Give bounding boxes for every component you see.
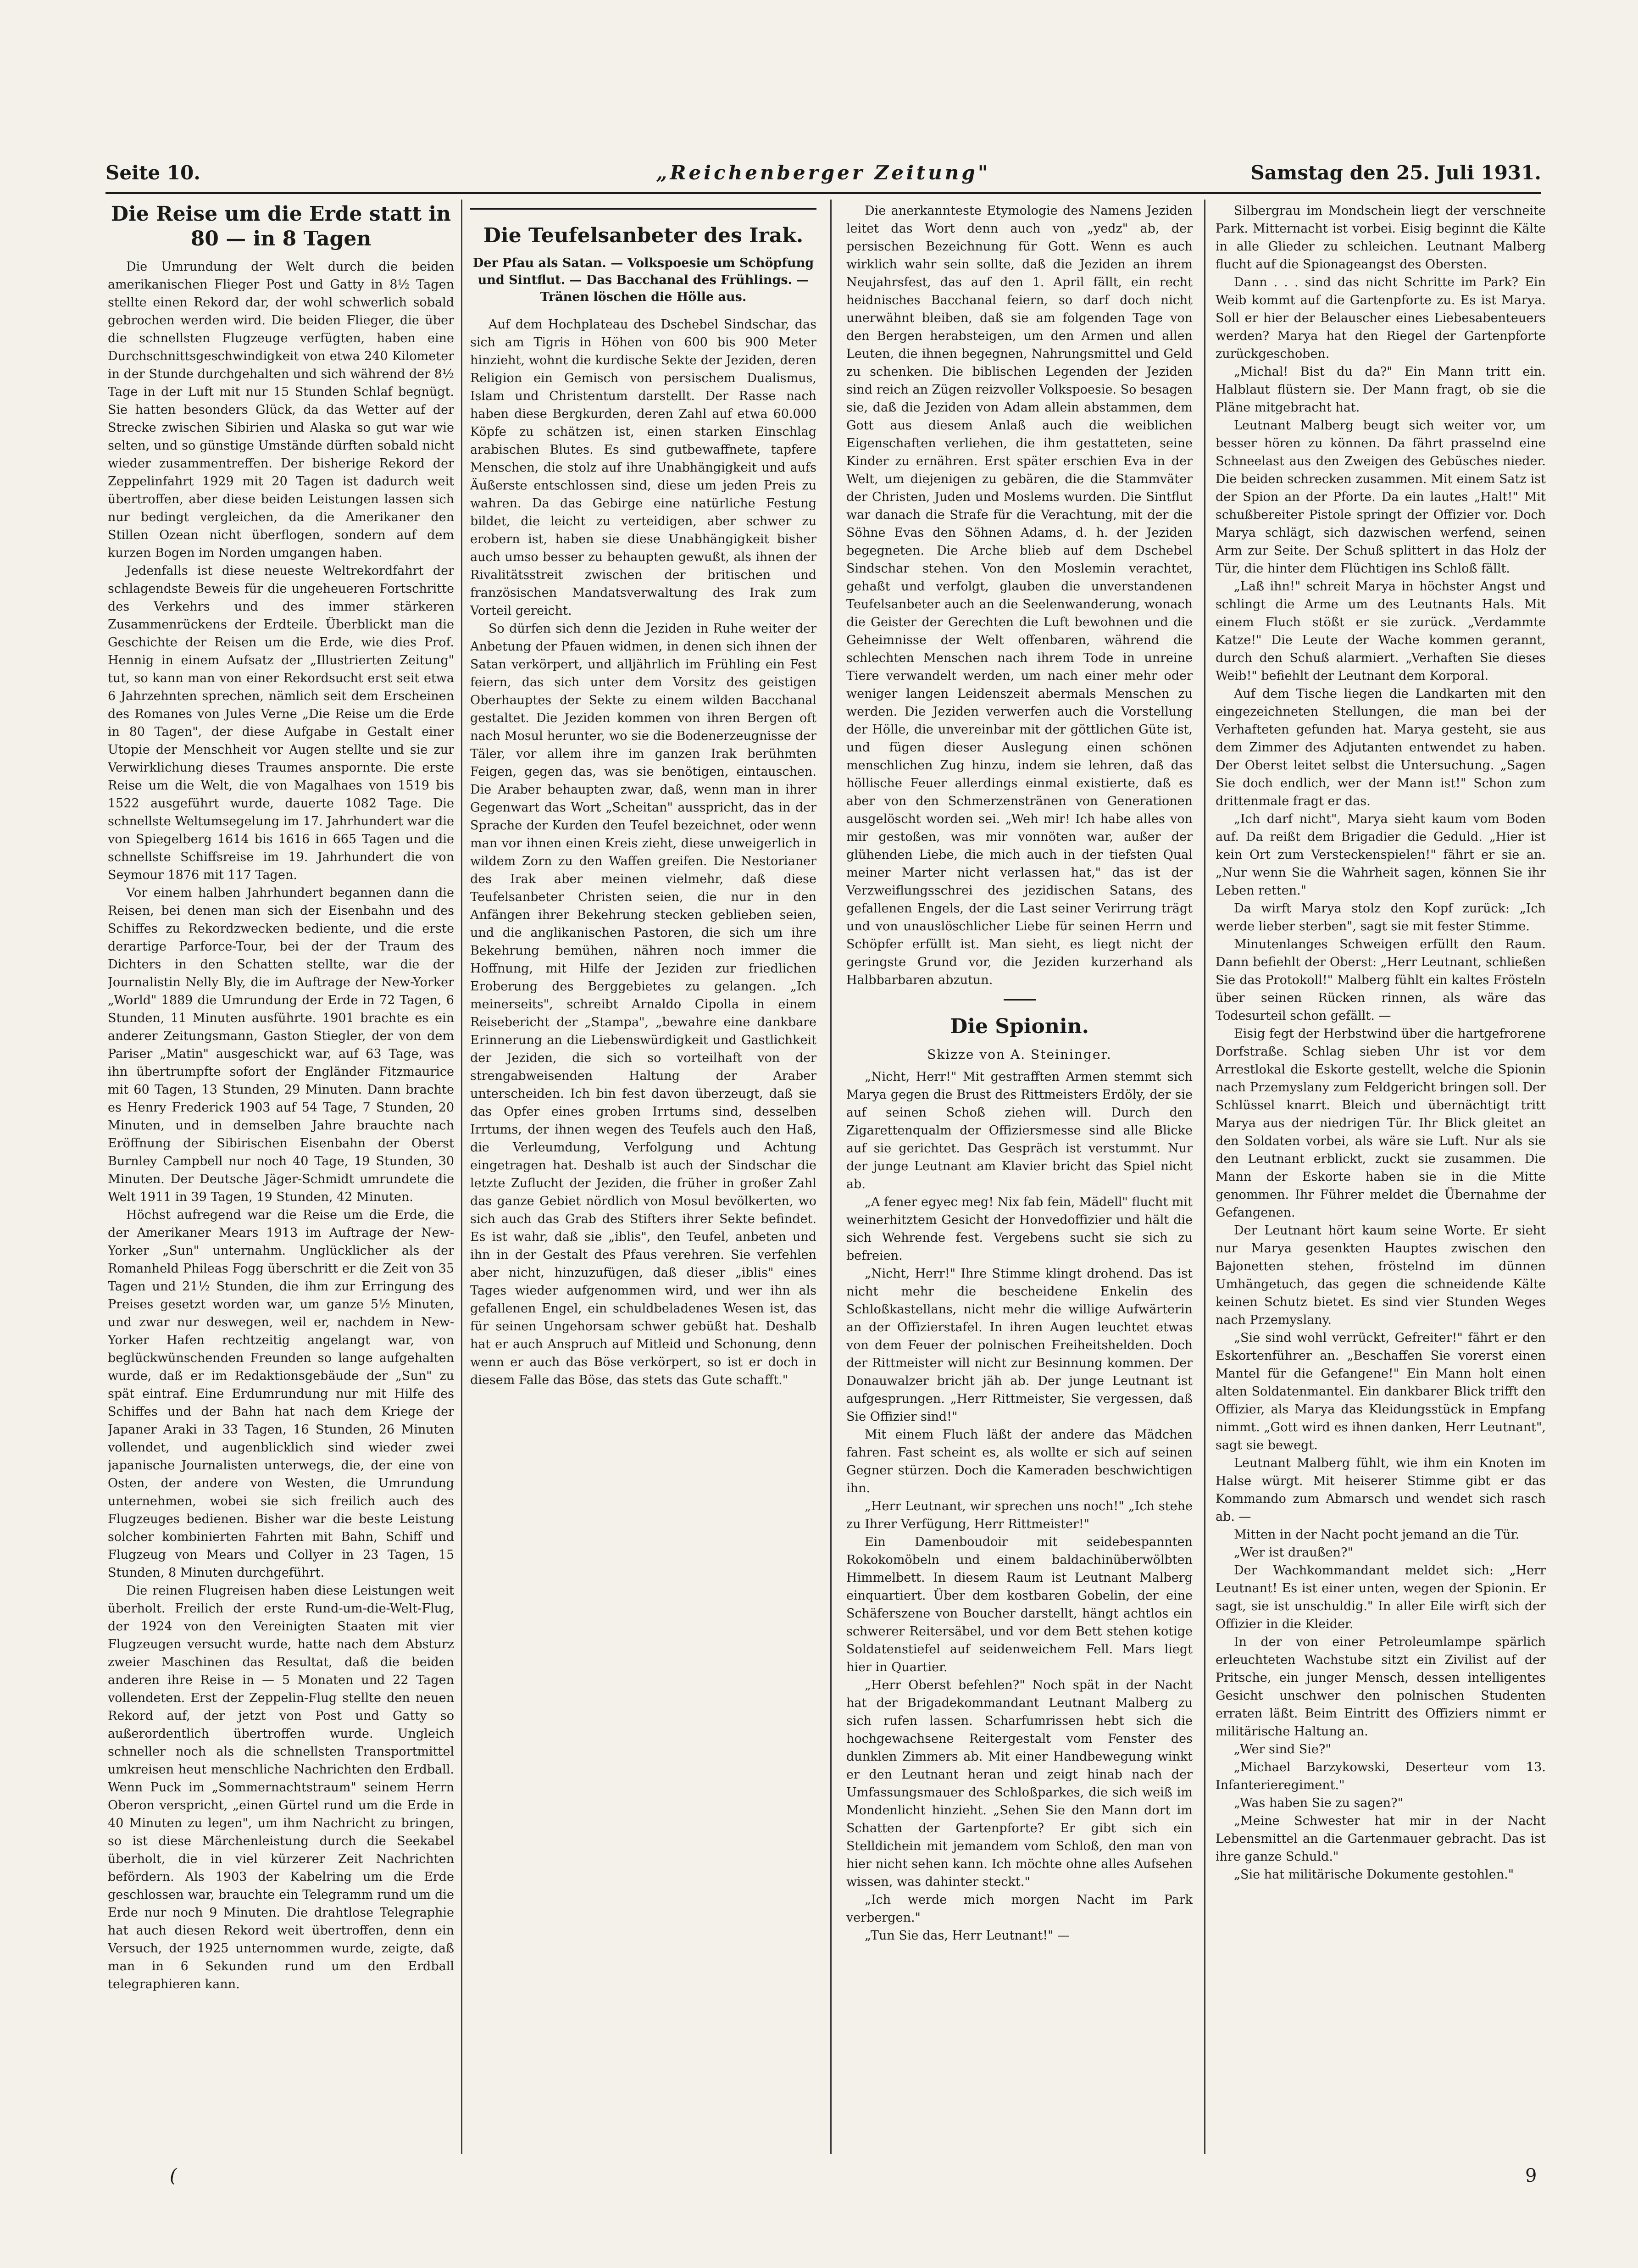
article-paragraph: Leutnant Malberg fühlt, wie ihm ein Knoten im Halse würgt. Mit heiserer Stimme gibt er das Kommando zum Abmarsch und wendet sich rasch ab. — (1216, 1456, 1546, 1524)
column-1 (108, 202, 454, 2151)
article-paragraph: „Meine Schwester hat mir in der Nacht Lebensmittel an die Gartenmauer gebracht. Das ist ihre ganze Schuld." (1216, 1814, 1546, 1864)
article-headline: Die Spionin. (950, 1015, 1089, 1038)
column-rule (1204, 200, 1205, 2154)
article-paragraph: „Tun Sie das, Herr Leutnant!" — (865, 1929, 1070, 1943)
article-paragraph: In der von einer Petroleumlampe spärlich erleuchteten Wachstube sitzt ein Zivilist auf der Pritsche, ein junger Mensch, dessen intelligentes Gesicht unschwer den polnischen Studenten erraten läßt. Beim Eintritt des Offiziers nimmt er militärische Haltung an. (1216, 1635, 1546, 1739)
article-paragraph: Mit einem Fluch läßt der andere das Mädchen fahren. Fast scheint es, als wollte er sich auf seinen Gegner stürzen. Doch die Kameraden beschwichtigen ihn. (846, 1428, 1193, 1495)
article-paragraph: Auf dem Tische liegen die Landkarten mit den eingezeichneten Stellungen, die man bei der Verhafteten gefunden hat. Marya gesteht, sie aus dem Zimmer des Adjutanten entwendet zu haben. Der Oberst leitet selbst die Untersuchung. „Sagen Sie doch endlich, wer der Mann ist!" Schon zum drittenmale fragt er das. (1216, 687, 1546, 808)
article-paragraph: „Michal! Bist du da?" Ein Mann tritt ein. Halblaut flüstern sie. Der Mann fragt, ob sie die Pläne mitgebracht hat. (1216, 365, 1546, 415)
article-paragraph: So dürfen sich denn die Jeziden in Ruhe weiter der Anbetung der Pfauen widmen, in denen sich ihnen der Satan verkörpert, und alljährlich im Frühling ein Fest feiern, das sich unter dem Vorsitz des geistigen Oberhauptes der Sekte zu einem wilden Bacchanal gestaltet. Die Jeziden kommen von ihren Bergen oft nach Mosul herunter, wo sie die Bodenerzeugnisse der Täler, vor allem ihre im ganzen Irak berühmten Feigen, gegen das, was sie benötigen, eintauschen. Die Araber behaupten zwar, daß, wenn man in ihrer Gegenwart das Wort „Scheitan" ausspricht, das in der Sprache der Kurden den Teufel bezeichnet, oder wenn man vor ihnen einen Kreis zieht, diese unweigerlich in wildem Zorn zu den Waffen greifen. Die Nestorianer des Irak aber meinen vielmehr, daß diese Teufelsanbeter Christen seien, die nur in den Anfängen ihrer Bekehrung stecken geblieben seien, und die anglikanischen Pastoren, die sich um ihre Bekehrung bemühen, nähren noch immer die Hoffnung, mit Hilfe der Jeziden zur friedlichen Eroberung des Berggebietes zu gelangen. „Ich meinerseits", schreibt Arnaldo Cipolla in einem Reisebericht der „Stampa", „bewahre eine dankbare Erinnerung an die Liebenswürdigkeit und Gastlichkeit der Jeziden, die sich so vorteilhaft von der strengabweisenden Haltung der Araber unterscheiden. Ich bin fest davon überzeugt, daß sie das Opfer eines groben Irrtums sind, desselben Irrtums, der ihnen wegen des Teufels auch den Haß, die Verleumdung, Verfolgung und Achtung eingetragen hat. Deshalb ist auch der Sindschar die letzte Zuflucht der Jeziden, die früher in großer Zahl das ganze Gebiet nördlich von Mosul bevölkerten, wo sich auch das Grab des Stifters ihrer Sekte befindet. Es ist wahr, daß sie „iblis", den Teufel, anbeten und ihn in der Gestalt des Pfaus verehren. Sie verfehlen aber nicht, hinzuzufügen, daß dieser „iblis" eines Tages wieder aufgenommen wird, und wer ihn als gefallenen Engel, ein schuldbeladenes Wesen ist, das für seinen Ungehorsam schwer gebüßt hat. Deshalb hat er auch Anspruch auf Mitleid und Schonung, denn wenn er auch das Böse verkörpert, so ist er doch in diesem Falle das Böse, das stets das Gute schafft." (470, 622, 816, 1387)
article-byline: Skizze von A. Steininger. (927, 1047, 1112, 1062)
article-paragraph: „Nicht, Herr!" Ihre Stimme klingt drohend. Das ist nicht mehr die bescheidene Enkelin des Schloßkastellans, nicht mehr die willige Aufwärterin an der Offizierstafel. In ihren Augen leuchtet etwas von dem Feuer der polnischen Freiheitshelden. Doch der Rittmeister will nicht zur Besinnung kommen. Der Donauwalzer bricht jäh ab. Der junge Leutnant ist aufgesprungen. „Herr Rittmeister, Sie vergessen, daß Sie Offizier sind!" (846, 1267, 1193, 1424)
article-paragraph: „A fener egyec meg! Nix fab fein, Mädell" flucht mit weinerhitztem Gesicht der Honvedoffizier und hält die sich Wehrende fest. Vergebens sucht sie sich zu befreien. (846, 1195, 1193, 1263)
margin-mark: 9 (1525, 2165, 1537, 2186)
article-paragraph: Die Umrundung der Welt durch die beiden amerikanischen Flieger Post und Gatty in 8½ Tagen stellte einen Rekord dar, der wohl schwerlich sobald gebrochen werden wird. Die beiden Flieger, die über die schnellsten Flugzeuge verfügten, haben eine Durchschnittsgeschwindigkeit von etwa 240 Kilometer in der Stunde durchgehalten und sich während der 8½ Tage in der Luft mit nur 15 Stunden Schlaf begnügt. Sie hatten besonders Glück, da das Wetter auf der Strecke zwischen Sibirien und Alaska so gut war wie selten, und so günstige Umstände dürften sobald nicht wieder zusammentreffen. Der bisherige Rekord der Zeppelinfahrt 1929 mit 20 Tagen ist dadurch weit übertroffen, aber diese beiden Leistungen lassen sich nur bedingt vergleichen, da die Amerikaner den Stillen Ozean nicht überflogen, sondern auf dem kurzen Bogen im Norden umgangen haben. (108, 260, 454, 560)
page-number: Seite 10. (105, 161, 200, 184)
page-header (105, 161, 1541, 187)
article-headline: Die Reise um die Erde statt in 80 — in 8 Tagen (111, 202, 451, 250)
article-paragraph: „Ich darf nicht", Marya sieht kaum vom Boden auf. Da reißt dem Brigadier die Geduld. „Hier ist kein Ort zum Versteckenspielen!" fährt er sie an. „Nur wenn Sie die Wahrheit sagen, können Sie ihr Leben retten." (1216, 812, 1546, 898)
header-rule (105, 192, 1541, 194)
article-paragraph: Ein Damenboudoir mit seidebespannten Rokokomöbeln und einem baldachinüberwölbten Himmelbett. In diesem Raum ist Leutnant Malberg einquartiert. Über dem kostbaren Gobelin, der eine Schäferszene von Boucher darstellt, hängt achtlos ein schwerer Reitersäbel, und vor dem Bett stehen kotige Soldatenstiefel auf seidenweichem Fell. Mars liegt hier in Quartier. (846, 1535, 1193, 1674)
article-paragraph: Leutnant Malberg beugt sich weiter vor, um besser hören zu können. Da fährt prasselnd eine Schneelast aus den Zweigen des Gebüsches nieder. Die beiden schrecken zusammen. Mit einem Satz ist der Spion an der Pforte. Da ein lautes „Halt!" Mit schußbereiter Pistole springt der Offizier vor. Doch Marya schlägt, sich dazwischen werfend, seinen Arm zur Seite. Der Schuß splittert in das Holz der Tür, die hinter dem Flüchtigen ins Schloß fällt. (1216, 418, 1546, 576)
article-paragraph: Silbergrau im Mondschein liegt der verschneite Park. Mitternacht ist vorbei. Eisig beginnt die Kälte in alle Glieder zu schleichen. Leutnant Malberg flucht auf die Spionageangst des Obersten. (1216, 204, 1546, 272)
article-paragraph: Dann . . . sind das nicht Schritte im Park? Ein Weib kommt auf die Gartenpforte zu. Es ist Marya. Soll er hier der Belauscher eines Liebesabenteuers werden? Marya hat den Riegel der Gartenpforte zurückgeschoben. (1216, 275, 1546, 361)
issue-date: Samstag den 25. Juli 1931. (1250, 161, 1541, 184)
article-paragraph: Da wirft Marya stolz den Kopf zurück: „Ich werde lieber sterben", sagt sie mit fester Stimme. (1216, 901, 1546, 934)
column-2 (470, 202, 816, 2151)
article-paragraph: Jedenfalls ist diese neueste Weltrekordfahrt der schlagendste Beweis für die ungeheueren Fortschritte des Verkehrs und des immer stärkeren Zusammenrückens der Erdteile. Überblickt man die Geschichte der Reisen um die Erde, wie dies Prof. Hennig in einem Aufsatz der „Illustrierten Zeitung" tut, so kann man von einer Rekordsucht erst seit etwa 6 Jahrzehnten sprechen, nämlich seit dem Erscheinen des Romanes von Jules Verne „Die Reise um die Erde in 80 Tagen", der diese Aufgabe in Gestalt einer Utopie der Menschheit vor Augen stellte und sie zur Verwirklichung dieses Traumes anspornte. Die erste Reise um die Welt, die von Magalhaes von 1519 bis 1522 ausgeführt wurde, dauerte 1082 Tage. Die schnellste Weltumsegelung im 17. Jahrhundert war die von Spiegelberg 1614 bis 1616 in 665 Tagen und die schnellste Schiffsreise im 19. Jahrhundert die von Seymour 1876 mit 117 Tagen. (108, 564, 454, 882)
column-rule (830, 200, 832, 2154)
article-end-rule (1004, 999, 1036, 1001)
article-paragraph: Minutenlanges Schweigen erfüllt den Raum. Dann befiehlt der Oberst: „Herr Leutnant, schließen Sie das Protokoll!" Malberg fühlt ein kaltes Frösteln über seinen Rücken rinnen, als wäre das Todesurteil schon gefällt. — (1216, 937, 1546, 1023)
article-paragraph: Der Wachkommandant meldet sich: „Herr Leutnant! Es ist einer unten, wegen der Spionin. Er sagt, sie ist unschuldig." In aller Eile wirft sich der Offizier in die Kleider. (1216, 1563, 1546, 1631)
article-paragraph: Höchst aufregend war die Reise um die Erde, die der Amerikaner Mears 1913 im Auftrage der New-Yorker „Sun" unternahm. Unglücklicher als der Romanheld Phileas Fogg überschritt er die Zeit von 35 Tagen und 21½ Stunden, die ihm zur Erringung des Preises gesetzt worden war, um ganze 5½ Minuten, und zwar nur deswegen, weil er, nachdem in New-Yorker Hafen rechtzeitig angelangt war, von beglückwünschenden Freunden so lange aufgehalten wurde, daß er im Redaktionsgebäude der „Sun" zu spät eintraf. Eine Erdumrundung nur mit Hilfe des Schiffes und der Bahn hat nach dem Kriege der Japaner Araki in 33 Tagen, 16 Stunden, 26 Minuten vollendet, und augenblicklich sind wieder zwei japanische Journalisten unterwegs, die, der eine von Osten, der andere von Westen, die Umrundung unternehmen, wobei sie sich freilich auch des Flugzeuges bedienen. Bisher war die beste Leistung solcher kombinierten Fahrten mit Bahn, Schiff und Flugzeug von Mears und Collyer in 23 Tagen, 15 Stunden, 8 Minuten durchgeführt. (108, 1208, 454, 1580)
article-separator (470, 208, 816, 210)
margin-mark: ( (170, 2165, 177, 2186)
article-paragraph: „Wer ist draußen?" (1234, 1545, 1353, 1560)
article-paragraph: „Sie sind wohl verrückt, Gefreiter!" fährt er den Eskortenführer an. „Beschaffen Sie vorerst einen Mantel für die Gefangene!" Ein Mann holt einen alten Soldatenmantel. Ein dankbarer Blick trifft den Offizier, als Marya das Kleidungsstück in Empfang nimmt. „Gott wird es ihnen danken, Herr Leutnant", sagt sie bewegt. (1216, 1331, 1546, 1452)
article-paragraph: Die reinen Flugreisen haben diese Leistungen weit überholt. Freilich der erste Rund-um-die-Welt-Flug, der 1924 von den Vereinigten Staaten mit vier Flugzeugen versucht wurde, hatte nach dem Absturz zweier Maschinen das Resultat, daß die beiden anderen ihre Reise in — 5 Monaten und 22 Tagen vollendeten. Erst der Zeppelin-Flug stellte den neuen Rekord auf, der jetzt von Post und Gatty so außerordentlich übertroffen wurde. Ungleich schneller noch als die schnellsten Transportmittel umkreisen heut menschliche Nachrichten den Erdball. Wenn Puck im „Sommernachtstraum" seinem Herrn Oberon verspricht, „einen Gürtel rund um die Erde in 40 Minuten zu legen", um ihm Nachricht zu bringen, so ist diese Märchenleistung durch die Seekabel überholt, die in viel kürzerer Zeit Nachrichten befördern. Als 1903 der Kabelring um die Erde geschlossen war, brauchte ein Telegramm rund um die Erde nur noch 9 Minuten. Die drahtlose Telegraphie hat auch diesen Rekord weit übertroffen, denn ein Versuch, der 1925 unternommen wurde, zeigte, daß man in 6 Sekunden rund um den Erdball telegraphieren kann. (108, 1584, 454, 1991)
column-4 (1216, 202, 1546, 2151)
column-rule (461, 200, 462, 2154)
article-paragraph: Eisig fegt der Herbstwind über die hartgefrorene Dorfstraße. Schlag sieben Uhr ist vor dem Arrestlokal die Eskorte gestellt, welche die Spionin nach Przemyslany zum Feldgericht bringen soll. Der Schlüssel knarrt. Bleich und übernächtigt tritt Marya aus der niedrigen Tür. Ihr Blick gleitet an den Soldaten vorbei, als wäre sie Luft. Nur als sie den Leutnant erblickt, zuckt sie zusammen. Die Mann der Eskorte haben sie in die Mitte genommen. Ihr Führer meldet die Übernahme der Gefangenen. (1216, 1027, 1546, 1220)
article-paragraph: „Sie hat militärische Dokumente gestohlen." (1234, 1868, 1514, 1882)
article-subheadline: Der Pfau als Satan. — Volkspoesie um Schöpfung und Sintflut. — Das Bacchanal des Frühlings. — Tränen löschen die Hölle aus. (472, 256, 814, 304)
article-paragraph: Der Leutnant hört kaum seine Worte. Er sieht nur Marya gesenkten Hauptes zwischen den Bajonetten stehen, fröstelnd im dünnen Umhängetuch, das gegen die schneidende Kälte keinen Schutz bietet. Es sind vier Stunden Weges nach Przemyslany. (1216, 1223, 1546, 1327)
article-paragraph: „Laß ihn!" schreit Marya in höchster Angst und schlingt die Arme um des Leutnants Hals. Mit einem Fluch stößt er sie zurück. „Verdammte Katze!" Die Leute der Wache kommen gerannt, durch den Schuß alarmiert. „Verhaften Sie dieses Weib!" befiehlt der Leutnant dem Korporal. (1216, 579, 1546, 683)
article-paragraph: Auf dem Hochplateau des Dschebel Sindschar, das sich am Tigris in Höhen von 600 bis 900 Meter hinzieht, wohnt die kurdische Sekte der Jeziden, deren Religion ein Gemisch von persischem Dualismus, Islam und Christentum darstellt. Der Rasse nach haben diese Bergkurden, deren Zahl auf etwa 60.000 Köpfe zu schätzen ist, einen starken Einschlag arabischen Blutes. Es sind gutbewaffnete, tapfere Menschen, die stolz auf ihre Unabhängigkeit und aufs Äußerste entschlossen sind, diese um jeden Preis zu wahren. Da das Gebirge eine natürliche Festung bildet, die leicht zu verteidigen, aber schwer zu erobern ist, haben sie diese Unabhängigkeit bisher auch umso besser zu behaupten gewußt, als ihnen der Rivalitätsstreit zwischen der britischen und französischen Mandatsverwaltung des Irak zum Vorteil gereicht. (470, 317, 816, 618)
column-3 (846, 202, 1193, 2151)
article-paragraph: Die anerkannteste Etymologie des Namens Jeziden leitet das Wort denn auch von „yedz" ab, der persischen Bezeichnung für Gott. Wenn es auch wirklich wahr sein sollte, daß die Jeziden an ihrem Neujahrsfest, das auf den 1. April fällt, ein recht heidnisches Bacchanal feiern, so darf doch nicht unerwähnt bleiben, daß sie am folgenden Tage von den Bergen herabsteigen, um den Armen und allen Leuten, die ihnen begegnen, Nahrungsmittel und Geld zu schenken. Die biblischen Legenden der Jeziden sind reich an Zügen reizvoller Volkspoesie. So besagen sie, daß die Jeziden von Adam allein abstammen, dem Gott aus diesem Anlaß auch die weiblichen Eigenschaften verliehen, die ihm gestatteten, seine Kinder zu ernähren. Erst später erschien Eva in der Welt, um diejenigen zu gebären, die die Stammväter der Christen, Juden und Moslems wurden. Die Sintflut war danach die Strafe für die Verachtung, mit der die Söhne Evas den Söhnen Adams, d. h. der Jeziden begegneten. Die Arche blieb auf dem Dschebel Sindschar stehen. Von den Moslemin verachtet, gehaßt und verfolgt, glauben die unverstandenen Teufelsanbeter auch an die Seelenwanderung, wonach die Geister der Gerechten die Luft bewohnen und die Geheimnisse der Welt offenbaren, während die schlechten Menschen nach ihrem Tode in unreine Tiere verwandelt werden, um nach einer mehr oder weniger langen Leidenszeit abermals Menschen zu werden. Die Jeziden verwerfen auch die Vorstellung der Hölle, die unvereinbar mit der göttlichen Güte ist, und fügen dieser Auslegung einen schönen menschlichen Zug hinzu, indem sie lehren, daß das höllische Feuer allerdings einmal existierte, daß es aber von den Schmerzenstränen von Generationen ausgelöscht worden sei. „Weh mir! Ich habe alles von mir gestoßen, was mir vonnöten war, außer der glühenden Liebe, die mich auch in der tiefsten Qual meiner Marter nicht verlassen hat," das ist der Verzweiflungsschrei des jezidischen Satans, des gefallenen Engels, der die Last seiner Verirrung trägt und von unauslöschlicher Liebe für seinen Herrn und Schöpfer erfüllt ist. Man sieht, es liegt nicht der geringste Grund vor, die Jeziden kurzerhand als Halbbarbaren abzutun. (846, 204, 1193, 987)
article-paragraph: „Nicht, Herr!" Mit gestrafften Armen stemmt sich Marya gegen die Brust des Rittmeisters Erdöly, der sie auf seinen Schoß ziehen will. Durch den Zigarettenqualm der Offiziersmesse sind alle Blicke auf sie gerichtet. Das Gespräch ist verstummt. Nur der junge Leutnant am Klavier bricht das Spiel nicht ab. (846, 1070, 1193, 1191)
article-headline: Die Teufelsanbeter des Irak. (483, 224, 804, 247)
article-paragraph: „Ich werde mich morgen Nacht im Park verbergen." (846, 1893, 1193, 1925)
article-paragraph: „Michael Barzykowski, Deserteur vom 13. Infanterieregiment." (1216, 1760, 1546, 1792)
article-paragraph: „Herr Leutnant, wir sprechen uns noch!" „Ich stehe zu Ihrer Verfügung, Herr Rittmeister!" (846, 1499, 1193, 1531)
article-paragraph: „Was haben Sie zu sagen?" (1234, 1796, 1404, 1810)
article-paragraph: Vor einem halben Jahrhundert begannen dann die Reisen, bei denen man sich der Eisenbahn und des Schiffes zu Rekordzwecken bediente, und die erste derartige Parforce-Tour, bei der der Traum des Dichters in den Schatten stellte, war die der Journalistin Nelly Bly, die im Auftrage der New-Yorker „World" 1889 die Umrundung der Erde in 72 Tagen, 6 Stunden, 11 Minuten ausführte. 1901 brachte es ein anderer Zeitungsmann, Gaston Stiegler, der von dem Pariser „Matin" ausgeschickt war, auf 63 Tage, was ihn übertrumpfte sofort der Engländer Fitzmaurice mit 60 Tagen, 13 Stunden, 29 Minuten. Dann brachte es Henry Frederick 1903 auf 54 Tage, 7 Stunden, 20 Minuten, und in demselben Jahre brauchte nach Eröffnung der Sibirischen Eisenbahn der Oberst Burnley Campbell nur noch 40 Tage, 19 Stunden, 30 Minuten. Der Deutsche Jäger-Schmidt umrundete die Welt 1911 in 39 Tagen, 19 Stunden, 42 Minuten. (108, 886, 454, 1204)
newspaper-name: „Reichenberger Zeitung" (656, 161, 991, 184)
article-paragraph: Mitten in der Nacht pocht jemand an die Tür. (1234, 1528, 1520, 1542)
article-paragraph: „Wer sind Sie?" (1234, 1742, 1331, 1757)
article-paragraph: „Herr Oberst befehlen?" Noch spät in der Nacht hat der Brigadekommandant Leutnant Malberg zu sich rufen lassen. Scharfumrissen hebt sich die hochgewachsene Reitergestalt vom Fenster des dunklen Zimmers ab. Mit einer Handbewegung winkt er den Leutnant heran und zeigt hinab nach der Umfassungsmauer des Schloßparkes, die sich weiß im Mondenlicht hinzieht. „Sehen Sie den Mann dort im Schatten der Gartenpforte? Er gibt sich ein Stelldichein mit jemandem vom Schloß, den man von hier nicht sehen kann. Ich möchte ohne alles Aufsehen wissen, was dahinter steckt." (846, 1678, 1193, 1889)
